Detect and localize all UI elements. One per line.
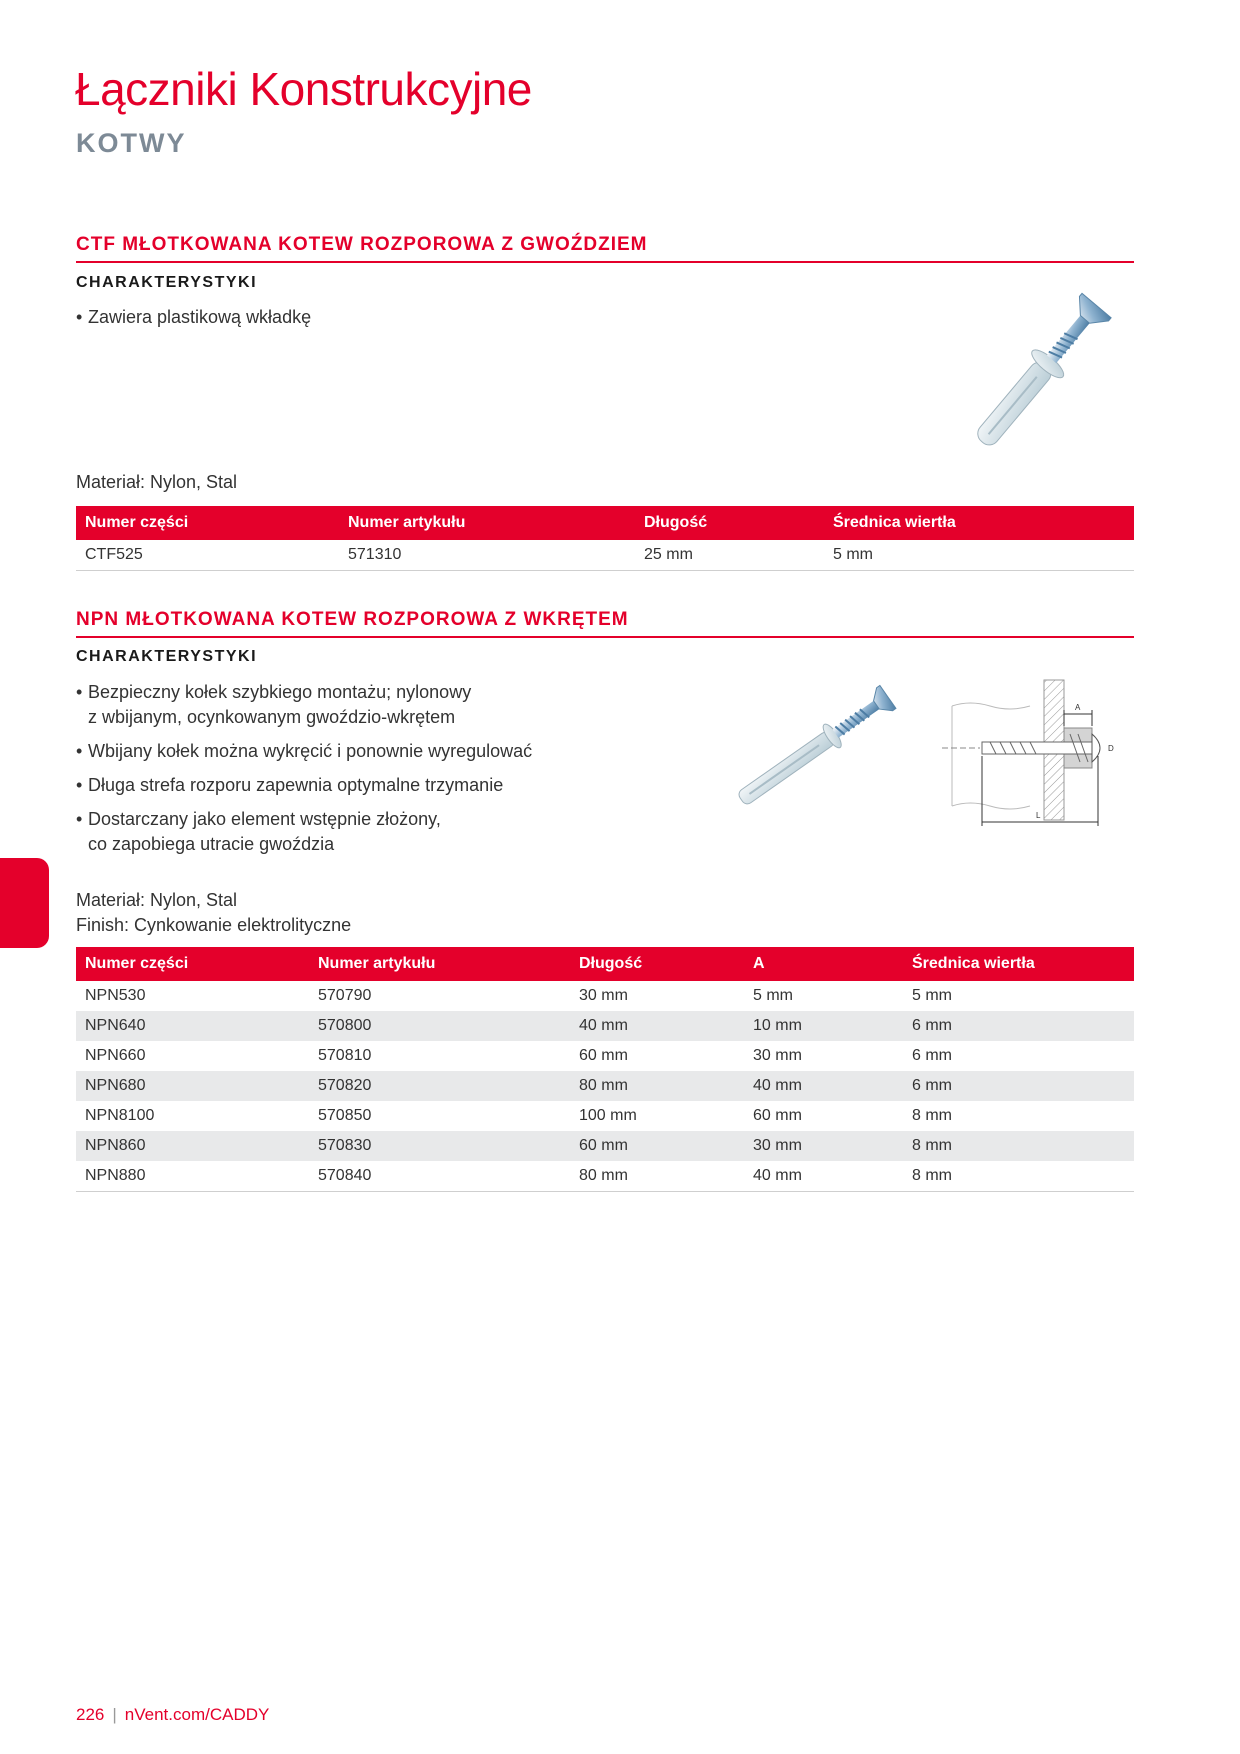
table-cell: NPN640 [76, 1011, 309, 1041]
table-row [76, 540, 1134, 571]
page-subtitle: KOTWY [76, 128, 187, 158]
table-cell: 570840 [309, 1161, 570, 1192]
table-cell: 80 mm [570, 1161, 744, 1192]
column-header: Numer części [76, 506, 339, 540]
characteristics-heading: CHARAKTERYSTYKI [76, 274, 258, 291]
list-item: • Długa strefa rozporu zapewnia optymalne trzymanie [76, 773, 676, 798]
page-number: 226 [76, 1705, 105, 1724]
table-cell: 40 mm [744, 1071, 903, 1101]
table-cell: 25 mm [635, 540, 824, 571]
column-header: Długość [635, 506, 824, 540]
section-title-npn: NPN MŁOTKOWANA KOTEW ROZPOROWA Z WKRĘTEM [76, 609, 629, 630]
table-cell: 570810 [318, 1047, 372, 1064]
bullet-glyph: • [76, 682, 83, 702]
material-text: Materiał: Nylon, Stal [76, 890, 238, 910]
ctf-spec-table [76, 506, 1134, 571]
table-cell: 5 mm [824, 540, 1134, 571]
column-header: Długość [570, 947, 744, 981]
finish-text: Finish: Cynkowanie elektrolityczne [76, 915, 352, 935]
table-cell: 8 mm [903, 1161, 1134, 1192]
column-header: A [744, 947, 903, 981]
section-divider [76, 636, 1134, 638]
table-row [76, 981, 1134, 1011]
table-cell: NPN880 [76, 1161, 309, 1192]
table-cell: NPN680 [76, 1071, 309, 1101]
table-cell: 570790 [318, 987, 372, 1004]
npn-anchor-image [720, 678, 910, 818]
bullet-glyph: • [76, 307, 83, 327]
table-cell: 5 mm [753, 987, 793, 1004]
dimension-label-l: L [1036, 811, 1041, 820]
bullet-glyph: • [76, 741, 83, 761]
npn-spec-table [76, 947, 1134, 1192]
table-cell: 100 mm [579, 1107, 637, 1124]
table-row [76, 1041, 1134, 1071]
material-text: Materiał: Nylon, Stal [76, 472, 238, 492]
table-cell: 6 mm [903, 1071, 1134, 1101]
table-cell: 8 mm [903, 1131, 1134, 1161]
footer-link[interactable]: nVent.com/CADDY [124, 1705, 270, 1724]
ctf-bullet-list [76, 305, 636, 339]
table-row [76, 1101, 1134, 1131]
list-item: • Zawiera plastikową wkładkę [76, 305, 636, 330]
table-cell: 6 mm [903, 1011, 1134, 1041]
table-cell: 5 mm [912, 987, 952, 1004]
table-row [76, 1011, 1134, 1041]
column-header: Numer części [76, 947, 309, 981]
bullet-glyph: • [76, 809, 83, 829]
dimension-label-d: D [1108, 744, 1114, 753]
dimension-label-a: A [1075, 703, 1081, 712]
column-header: Średnica wiertła [903, 947, 1134, 981]
table-cell: 30 mm [753, 1047, 802, 1064]
installation-diagram [940, 676, 1130, 836]
chapter-tab [0, 858, 49, 948]
table-cell: 10 mm [744, 1011, 903, 1041]
table-cell: 570800 [309, 1011, 570, 1041]
table-cell: NPN8100 [85, 1107, 155, 1124]
table-cell: 40 mm [570, 1011, 744, 1041]
table-cell: 60 mm [570, 1131, 744, 1161]
characteristics-heading: CHARAKTERYSTYKI [76, 648, 258, 665]
table-cell: 30 mm [744, 1131, 903, 1161]
table-header-row [76, 506, 1134, 540]
table-row [76, 1161, 1134, 1192]
table-cell: 60 mm [579, 1047, 628, 1064]
table-cell: NPN660 [85, 1047, 146, 1064]
list-item: • Bezpieczny kołek szybkiego montażu; nylonowy z wbijanym, ocynkowanym gwoździo-wkrętem [76, 682, 472, 727]
table-cell: 570850 [318, 1107, 372, 1124]
table-cell: 8 mm [912, 1107, 952, 1124]
table-cell: 570820 [309, 1071, 570, 1101]
table-cell: 571310 [339, 540, 635, 571]
table-cell: CTF525 [76, 540, 339, 571]
section-title-ctf: CTF MŁOTKOWANA KOTEW ROZPOROWA Z GWOŹDZIEM [76, 234, 648, 255]
table-cell: NPN530 [85, 987, 146, 1004]
npn-bullet-list [76, 680, 676, 866]
footer-separator: | [112, 1705, 117, 1724]
table-cell: 40 mm [744, 1161, 903, 1192]
list-item: • Wbijany kołek można wykręcić i ponownie wyregulować [76, 739, 676, 764]
column-header: Średnica wiertła [824, 506, 1134, 540]
table-cell: 30 mm [579, 987, 628, 1004]
table-cell: 60 mm [753, 1107, 802, 1124]
table-header-row [76, 947, 1134, 981]
table-cell: NPN860 [76, 1131, 309, 1161]
ctf-anchor-image [940, 288, 1140, 458]
column-header: Numer artykułu [309, 947, 570, 981]
table-cell: 80 mm [570, 1071, 744, 1101]
section-divider [76, 261, 1134, 263]
column-header: Numer artykułu [339, 506, 635, 540]
list-item: • Dostarczany jako element wstępnie złożony, co zapobiega utracie gwoździa [76, 809, 441, 854]
bullet-glyph: • [76, 775, 83, 795]
page-title: Łączniki Konstrukcyjne [75, 63, 532, 115]
table-cell: 6 mm [912, 1047, 952, 1064]
table-row [76, 1071, 1134, 1101]
page-footer [76, 1705, 269, 1725]
table-row [76, 1131, 1134, 1161]
table-cell: 570830 [309, 1131, 570, 1161]
